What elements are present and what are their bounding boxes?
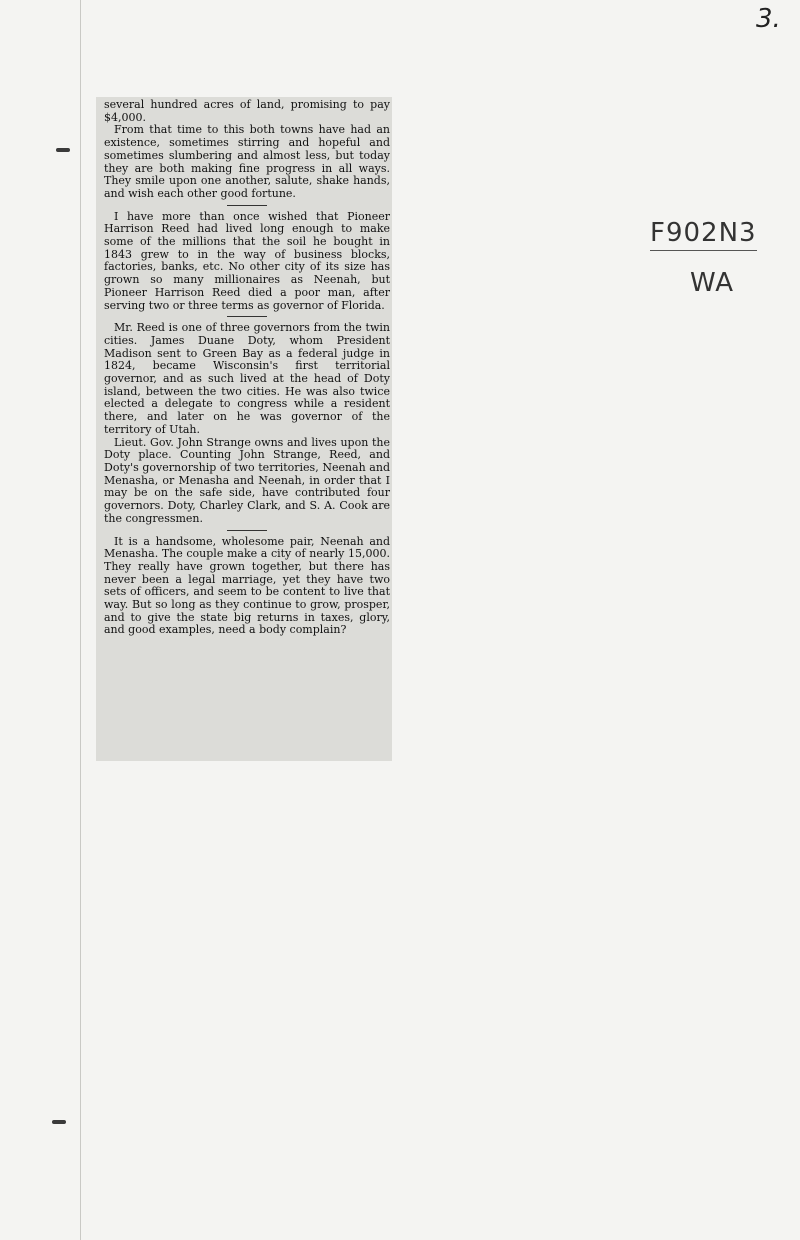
clipping-paragraph: I have more than once wished that Pioneer Harrison Reed had lived long enough to make some of the millions that the soil he bought in 1843 grew to in the way of business blocks, factories, banks, etc. No other city of its size has grown so many millionaires as Neenah, but Pioneer Harrison Reed died a poor man, after serving two or three terms as governor of Florida. — [104, 209, 390, 312]
page-edge-line — [80, 0, 81, 1240]
section-divider — [227, 316, 267, 317]
clipping-paragraph: several hundred acres of land, promising to pay $4,000. — [104, 98, 390, 124]
clipping-paragraph: Mr. Reed is one of three governors from the twin cities. James Duane Doty, whom President Madison sent to Green Bay as a federal judge in 1824, became Wisconsin's first territorial governor, and as such lived at the head of Doty island, between the two cities. He was also twice elected a delegate to congress while a resident there, and later on he was governor of the territory of Utah. — [104, 321, 390, 436]
section-divider — [227, 530, 267, 531]
clipping-paragraph: From that time to this both towns have had an existence, sometimes stirring and hopeful and sometimes slumbering and almost less, but today they are both making fine progress in all ways. They smile upon one another, salute, shake hands, and wish each other good fortune. — [104, 123, 390, 200]
handwritten-call-number: F902N3 — [650, 218, 757, 251]
section-divider — [227, 205, 267, 206]
newspaper-clipping — [96, 97, 392, 761]
clipping-paragraph: Lieut. Gov. John Strange owns and lives upon the Doty place. Counting John Strange, Reed, and Doty's governorship of two territories, Neenah and Menasha, or Menasha and Neenah, in order that I may be on the safe side, have contributed four governors. Doty, Charley Clark, and S. A. Cook are the congressmen. — [104, 435, 390, 525]
page-number: 3. — [756, 4, 781, 34]
clipping-paragraph: It is a handsome, wholesome pair, Neenah and Menasha. The couple make a city of nearly 15,000. They really have grown together, but there has never been a legal marriage, yet they have two sets of officers, and seem to be content to live that way. But so long as they continue to grow, prosper, and to give the state big returns in taxes, glory, and good examples, need a body complain? — [104, 534, 390, 637]
handwritten-initials: WA — [690, 268, 735, 298]
binder-mark-top — [56, 148, 70, 152]
binder-mark-bottom — [52, 1120, 66, 1124]
